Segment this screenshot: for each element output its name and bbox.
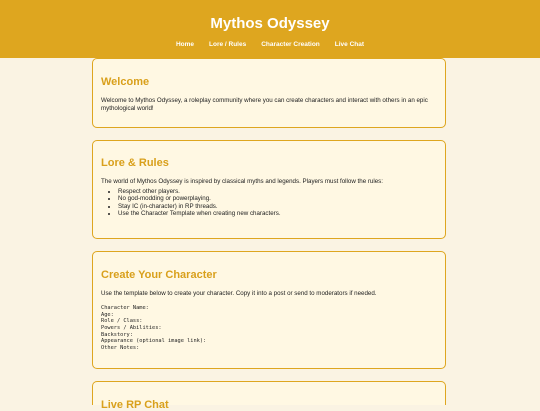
nav-home[interactable]: Home <box>175 41 195 48</box>
template-line: Role / Class: <box>101 318 143 325</box>
template-line: Age: <box>101 311 114 318</box>
rule-item: • Respect other players. <box>118 188 437 195</box>
welcome-title: Welcome <box>101 76 150 88</box>
site-header <box>0 0 540 58</box>
create-character-card <box>92 251 446 369</box>
rule-item: • No god-modding or powerplaying. <box>118 195 437 202</box>
template-line: Other Notes: <box>101 344 140 351</box>
create-intro: Use the template below to create your character. Copy it into a post or send to moderators if needed. <box>101 290 377 297</box>
rule-item: • Stay IC (in-character) in RP threads. <box>118 203 437 210</box>
rule-item: • Use the Character Template when creating new characters. <box>118 210 437 217</box>
lore-intro: The world of Mythos Odyssey is inspired by classical myths and legends. Players must follow the rules: <box>101 178 383 185</box>
rules-list <box>101 188 437 217</box>
chat-title: Live RP Chat <box>101 399 169 411</box>
welcome-card <box>92 58 446 128</box>
main-nav <box>0 41 540 48</box>
lore-card <box>92 140 446 239</box>
create-title: Create Your Character <box>101 269 217 281</box>
nav-character-creation[interactable]: Character Creation <box>261 41 320 48</box>
template-line: Appearance (optional image link): <box>101 338 207 345</box>
nav-lore-rules[interactable]: Lore / Rules <box>209 41 247 48</box>
template-line: Backstory: <box>101 331 133 338</box>
lore-title: Lore & Rules <box>101 157 169 169</box>
template-line: Character Name: <box>101 305 149 312</box>
welcome-text: Welcome to Mythos Odyssey, a roleplay community where you can create characters and interact with others in an epic mythological world! <box>101 97 428 113</box>
character-template[interactable] <box>101 305 437 351</box>
template-line: Powers / Abilities: <box>101 324 162 331</box>
site-title: Mythos Odyssey <box>210 15 330 32</box>
live-chat-card <box>92 381 446 411</box>
nav-live-chat[interactable]: Live Chat <box>334 41 365 48</box>
